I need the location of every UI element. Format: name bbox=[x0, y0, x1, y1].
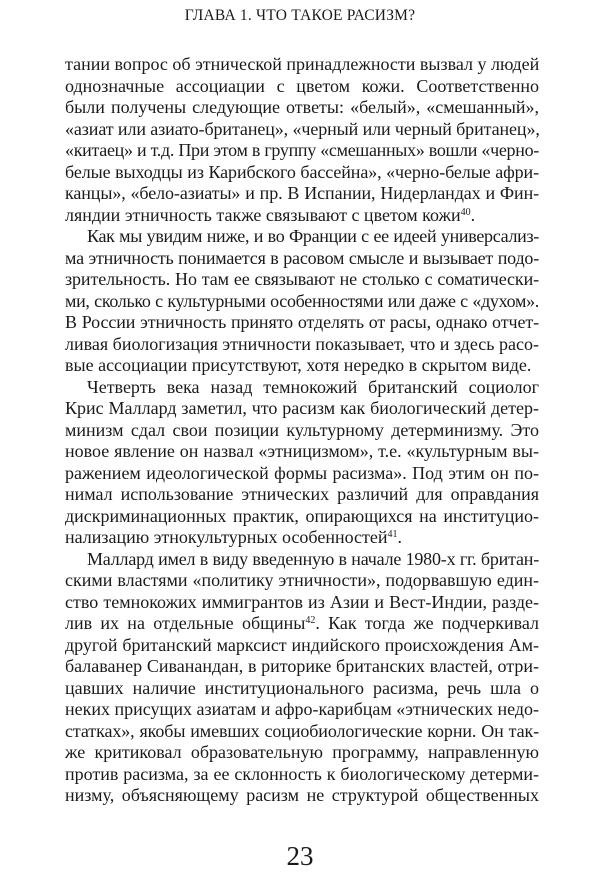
text-line bbox=[65, 119, 539, 141]
line-text: ство темнокожих иммигрантов из Азии и Вест-Индии, разде- bbox=[65, 591, 539, 612]
text-line bbox=[65, 527, 539, 549]
text-line bbox=[65, 334, 539, 356]
line-text: канцы», «бело-азиаты» и пр. В Испании, Нидерландах и Фин- bbox=[65, 183, 539, 203]
line-text: белые выходцы из Карибского бассейна», «черно-белые афри- bbox=[65, 161, 539, 182]
line-text: же критиковал образовательную программу, направленную bbox=[65, 742, 539, 762]
text-line bbox=[65, 613, 539, 635]
text-line bbox=[65, 140, 539, 162]
line-text: скими властями «политику этничности», подорвавшую един- bbox=[65, 570, 539, 590]
line-text: Четверть века назад темнокожий британский социолог bbox=[87, 376, 539, 397]
text-line bbox=[65, 699, 539, 721]
text-line bbox=[65, 484, 539, 506]
text-line bbox=[65, 183, 539, 205]
line-text: дискриминационных практик, опирающихся на институцио- bbox=[65, 505, 539, 526]
line-text: ми, сколько с культурными особенностями или даже с «духом». bbox=[65, 290, 539, 311]
line-text: вые ассоциации присутствуют, хотя нередко в скрытом виде. bbox=[65, 355, 532, 375]
line-text: минизм сдал свои позиции культурному детерминизму. Это bbox=[65, 419, 539, 440]
line-text-tail: . bbox=[397, 527, 403, 547]
line-text: ражением идеологической формы расизма». Под этим он по- bbox=[65, 462, 539, 483]
text-line bbox=[65, 656, 539, 678]
line-text: «китаец» и т.д. При этом в группу «смешанных» вошли «черно- bbox=[65, 140, 539, 160]
line-text-tail: . Как тогда же подчеркивал bbox=[315, 613, 539, 633]
line-text: цавших наличие институционального расизма, речь шла о bbox=[65, 677, 539, 698]
line-text: ливая биологизация этничности показывает, что и здесь расо- bbox=[65, 333, 539, 354]
text-line bbox=[65, 592, 539, 614]
text-line bbox=[65, 570, 539, 592]
line-text: нимал использование этнических различий для оправдания bbox=[65, 484, 539, 504]
line-text: Маллард имел в виду введенную в начале 1980-х гг. британ- bbox=[87, 548, 539, 569]
line-text-tail: . bbox=[470, 204, 476, 225]
line-text: «азиат или азиато-британец», «черный или черный британец», bbox=[65, 118, 540, 139]
footnote-ref[interactable]: 41 bbox=[387, 529, 398, 540]
line-text: статках», якобы имевших социобиологические корни. Он так- bbox=[65, 720, 539, 741]
footnote-ref[interactable]: 42 bbox=[305, 615, 316, 626]
line-text: Крис Маллард заметил, что расизм как биологический детер- bbox=[65, 398, 539, 418]
line-text: однозначные ассоциации с цветом кожи. Соответственно bbox=[65, 75, 539, 96]
line-text: балаванер Сиванандан, в риторике британских властей, отри- bbox=[65, 656, 539, 676]
text-line bbox=[65, 549, 539, 571]
text-line bbox=[65, 76, 539, 98]
text-line bbox=[65, 506, 539, 528]
text-line bbox=[65, 742, 539, 764]
text-line bbox=[65, 420, 539, 442]
line-text: В России этничность принято отделять от расы, однако отчет- bbox=[65, 312, 539, 332]
text-line bbox=[65, 205, 539, 227]
footnote-ref[interactable]: 40 bbox=[460, 206, 471, 218]
line-text: Как мы увидим ниже, и во Франции с ее идеей универсализ- bbox=[87, 226, 539, 246]
text-line bbox=[65, 54, 539, 76]
text-line bbox=[65, 248, 539, 270]
text-line bbox=[65, 721, 539, 743]
line-text: другой британский марксист индийского происхождения Ам- bbox=[65, 634, 539, 655]
line-text: лив их на отдельные общины bbox=[65, 613, 306, 633]
line-text: низму, объясняющему расизм не структурой общественных bbox=[65, 785, 539, 805]
text-line bbox=[65, 785, 539, 807]
page-body bbox=[65, 54, 539, 807]
line-text: были получены следующие ответы: «белый», «смешанный», bbox=[65, 97, 539, 117]
page-number: 23 bbox=[286, 841, 314, 871]
text-line bbox=[65, 162, 539, 184]
text-line bbox=[65, 678, 539, 700]
text-line bbox=[65, 291, 539, 313]
text-line bbox=[65, 355, 539, 377]
line-text: зрительность. Но там ее связывают не столько с соматически- bbox=[65, 269, 539, 289]
text-line bbox=[65, 764, 539, 786]
text-line bbox=[65, 635, 539, 657]
text-line bbox=[65, 398, 539, 420]
text-line bbox=[65, 97, 539, 119]
running-header: ГЛАВА 1. ЧТО ТАКОЕ РАСИЗМ? bbox=[184, 7, 416, 24]
line-text: ма этничность понимается в расовом смысле и вызывает подо- bbox=[65, 247, 539, 268]
text-line bbox=[65, 441, 539, 463]
text-line bbox=[65, 269, 539, 291]
text-line bbox=[65, 226, 539, 248]
line-text: новое явление он назвал «этницизмом», т.е. «культурным вы- bbox=[65, 441, 539, 461]
text-line bbox=[65, 312, 539, 334]
line-text: ляндии этничность также связывают с цветом кожи bbox=[65, 204, 461, 225]
text-line bbox=[65, 377, 539, 399]
line-text: нализацию этнокультурных особенностей bbox=[65, 527, 388, 547]
line-text: неких присущих азиатам и афро-карибцам «этнических недо- bbox=[65, 699, 540, 719]
line-text: тании вопрос об этнической принадлежности вызвал у людей bbox=[65, 54, 540, 74]
text-line bbox=[65, 463, 539, 485]
line-text: против расизма, за ее склонность к биологическому детерми- bbox=[65, 763, 539, 784]
